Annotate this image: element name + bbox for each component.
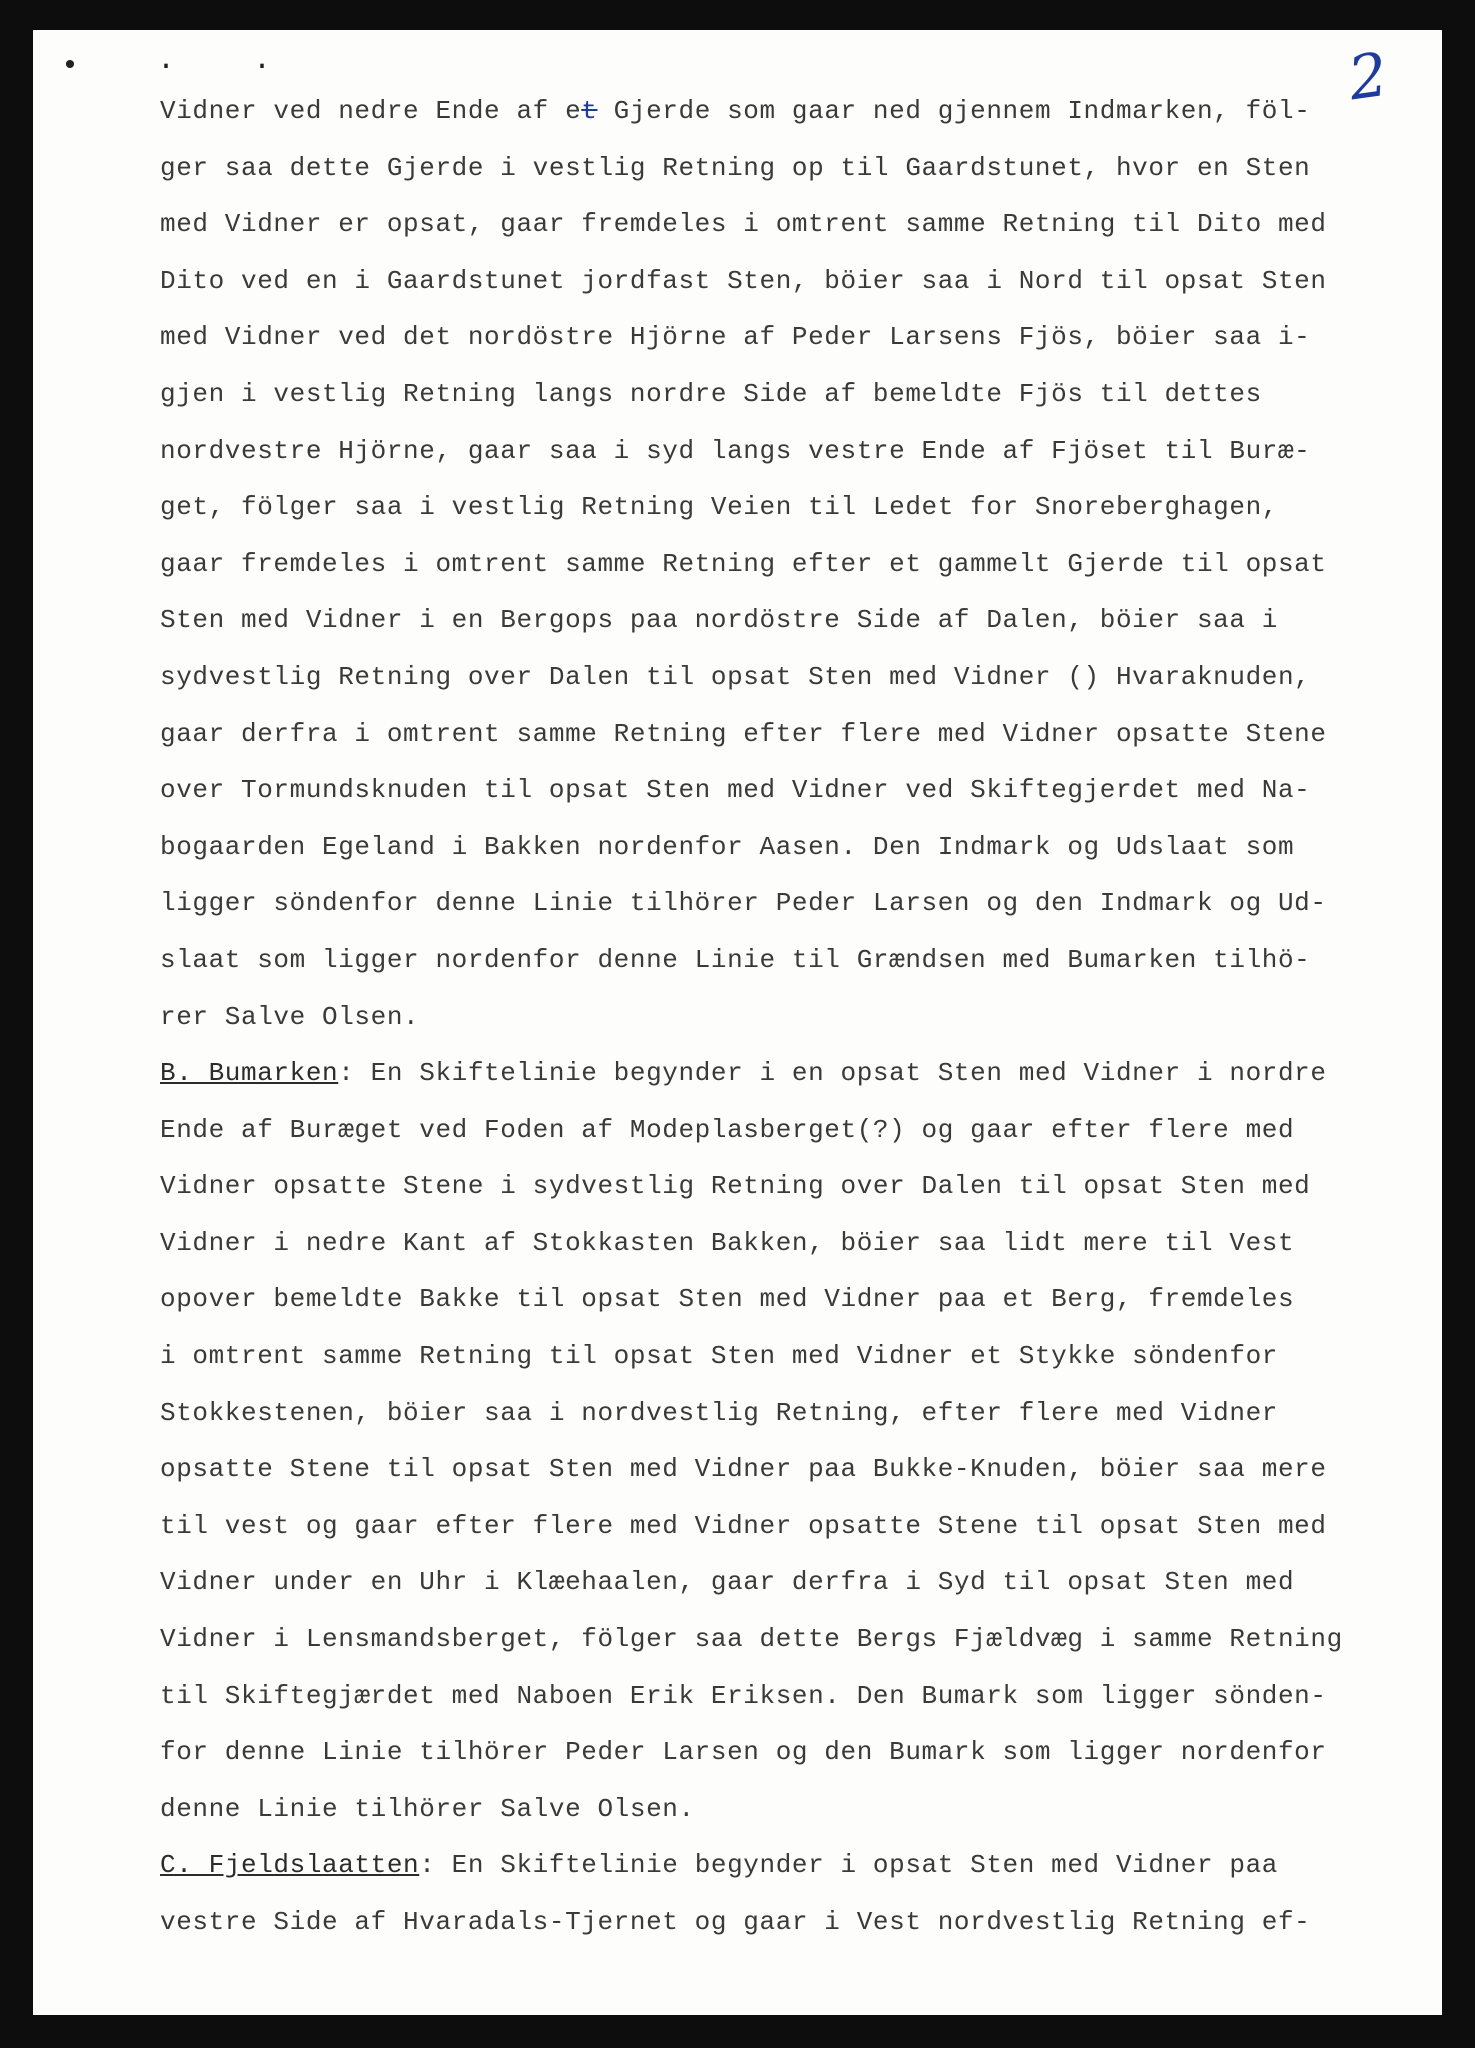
- text-line: Vidner opsatte Stene i sydvestlig Retning over Dalen til opsat Sten med: [160, 1171, 1311, 1202]
- text-line: gaar fremdeles i omtrent samme Retning efter et gammelt Gjerde til opsat: [160, 548, 1327, 579]
- text-line: gaar derfra i omtrent samme Retning efter flere med Vidner opsatte Stene: [160, 718, 1327, 749]
- text-line: Vidner under en Uhr i Klæehaalen, gaar derfra i Syd til opsat Sten med: [160, 1567, 1295, 1598]
- text-line: opover bemeldte Bakke til opsat Sten med Vidner paa et Berg, fremdeles: [160, 1284, 1295, 1315]
- text-line: med Vidner ved det nordöstre Hjörne af Peder Larsens Fjös, böier saa i-: [160, 322, 1311, 353]
- text-line: Vidner i nedre Kant af Stokkasten Bakken, böier saa lidt mere til Vest: [160, 1227, 1295, 1258]
- text-line: med Vidner er opsat, gaar fremdeles i omtrent samme Retning til Dito med: [160, 209, 1327, 240]
- text-line: get, fölger saa i vestlig Retning Veien til Ledet for Snoreberghagen,: [160, 492, 1278, 523]
- text-line: gjen i vestlig Retning langs nordre Side af bemeldte Fjös til dettes: [160, 378, 1262, 409]
- text-line: i omtrent samme Retning til opsat Sten med Vidner et Stykke söndenfor: [160, 1341, 1278, 1372]
- text-line: over Tormundsknuden til opsat Sten med Vidner ved Skiftegjerdet med Na-: [160, 775, 1311, 806]
- text-line: ligger söndenfor denne Linie tilhörer Peder Larsen og den Indmark og Ud-: [160, 888, 1327, 919]
- text-line: Sten med Vidner i en Bergops paa nordöstre Side af Dalen, böier saa i: [160, 605, 1278, 636]
- text-line: slaat som ligger nordenfor denne Linie til Grændsen med Bumarken tilhö-: [160, 944, 1311, 975]
- text-line: denne Linie tilhörer Salve Olsen.: [160, 1793, 695, 1824]
- text-line: bogaarden Egeland i Bakken nordenfor Aasen. Den Indmark og Udslaat som: [160, 831, 1295, 862]
- handwritten-correction: t: [581, 96, 598, 126]
- text-line: til vest og gaar efter flere med Vidner opsatte Stene til opsat Sten med: [160, 1510, 1327, 1541]
- page-number: 2: [1344, 39, 1392, 115]
- text-line: ger saa dette Gjerde i vestlig Retning op til Gaardstunet, hvor en Sten: [160, 152, 1311, 183]
- text-line: rer Salve Olsen.: [160, 1001, 420, 1032]
- corner-marks: • · ·: [61, 50, 302, 84]
- section-c-first-line: C. Fjeldslaatten: En Skiftelinie begynder i opsat Sten med Vidner paa: [160, 1850, 1278, 1881]
- text-line: nordvestre Hjörne, gaar saa i syd langs vestre Ende af Fjöset til Buræ-: [160, 435, 1311, 466]
- section-heading-bumarken: B. Bumarken: [160, 1058, 339, 1089]
- text-line: Dito ved en i Gaardstunet jordfast Sten, böier saa i Nord til opsat Sten: [160, 265, 1327, 296]
- text-line: Vidner ved nedre Ende af et Gjerde som gaar ned gjennem Indmarken, föl-: [160, 96, 1311, 126]
- section-heading-fjeldslaatten: C. Fjeldslaatten: [160, 1850, 420, 1881]
- document-body: [160, 83, 1430, 1951]
- section-b-first-line: B. Bumarken: En Skiftelinie begynder i en opsat Sten med Vidner i nordre: [160, 1058, 1327, 1089]
- text-line: sydvestlig Retning over Dalen til opsat Sten med Vidner () Hvaraknuden,: [160, 661, 1311, 692]
- text-line: Vidner i Lensmandsberget, fölger saa dette Bergs Fjældvæg i samme Retning: [160, 1624, 1343, 1655]
- text-line: for denne Linie tilhörer Peder Larsen og den Bumark som ligger nordenfor: [160, 1737, 1327, 1768]
- text-line: Ende af Buræget ved Foden af Modeplasberget(?) og gaar efter flere med: [160, 1114, 1295, 1145]
- text-line: Stokkestenen, böier saa i nordvestlig Retning, efter flere med Vidner: [160, 1397, 1278, 1428]
- text-line: vestre Side af Hvaradals-Tjernet og gaar i Vest nordvestlig Retning ef-: [160, 1907, 1311, 1937]
- text-line: opsatte Stene til opsat Sten med Vidner paa Bukke-Knuden, böier saa mere: [160, 1454, 1327, 1485]
- text-line: til Skiftegjærdet med Naboen Erik Eriksen. Den Bumark som ligger sönden-: [160, 1680, 1327, 1711]
